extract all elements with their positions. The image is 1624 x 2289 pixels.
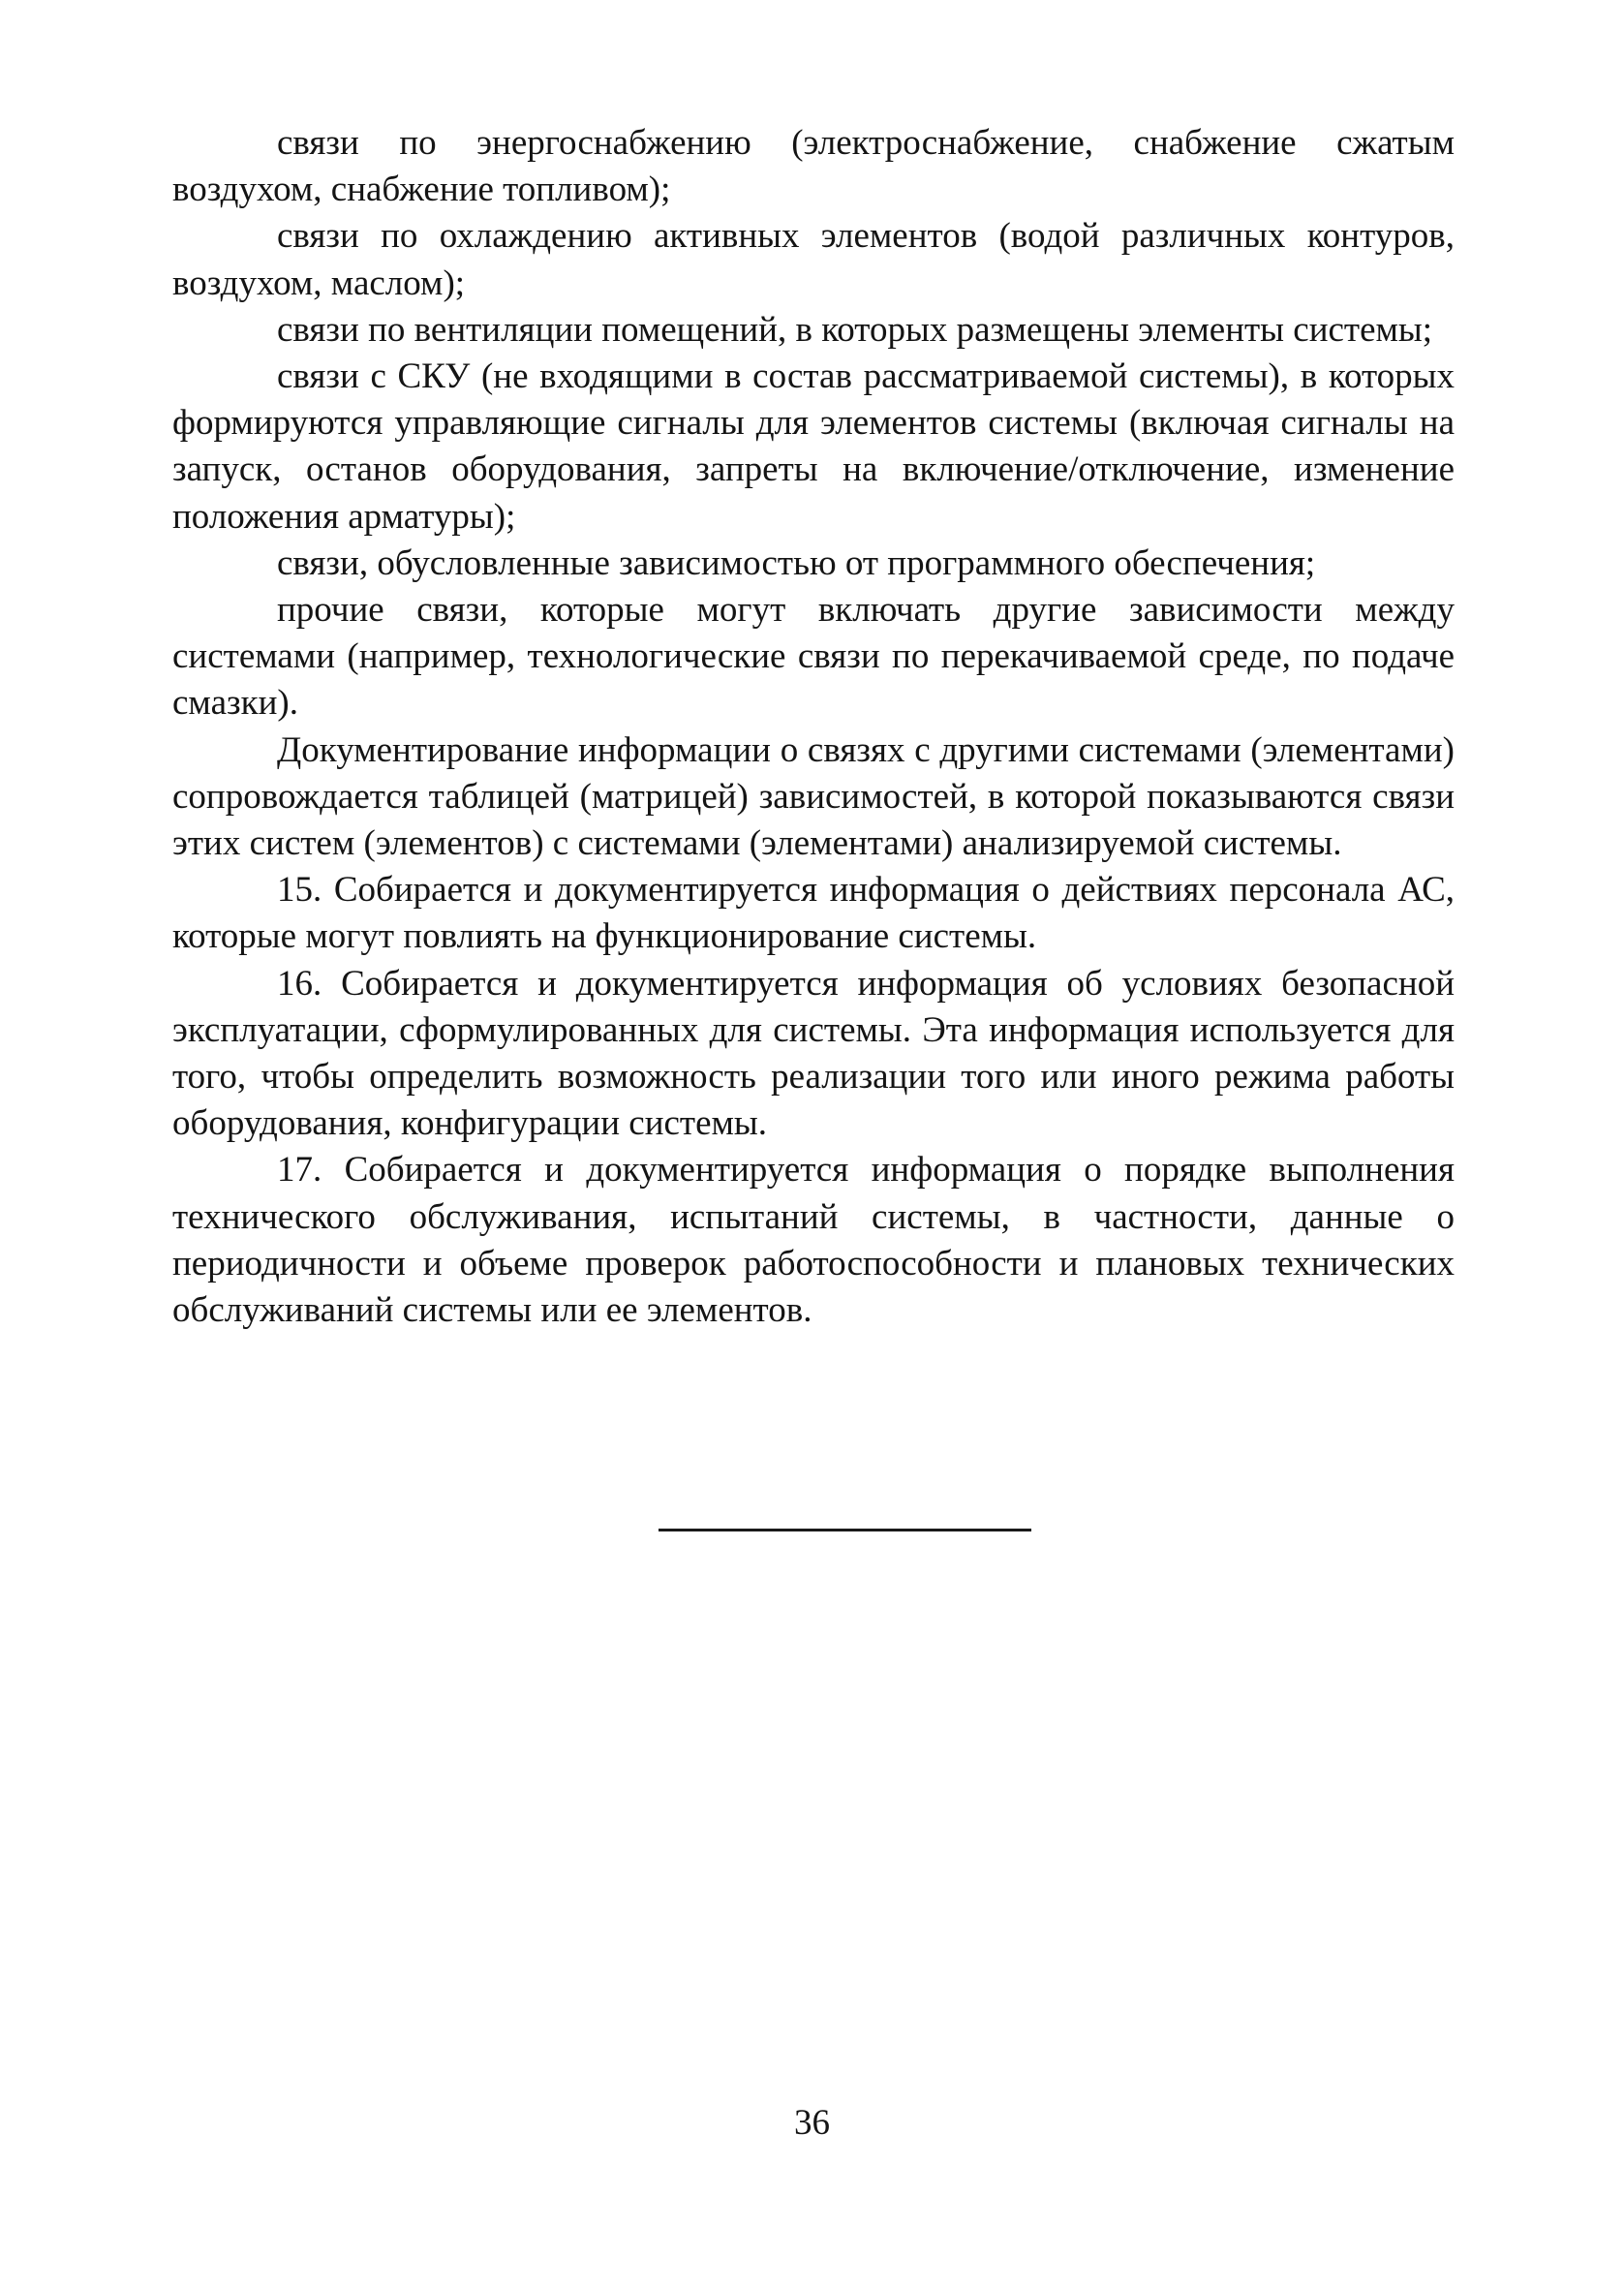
paragraph-item-15: 15. Собирается и документируется информация о действиях персонала АС, которые могут повлиять на функционирование системы. [172, 870, 1455, 957]
end-of-section-divider [659, 1529, 1031, 1531]
paragraph-cooling-links: связи по охлаждению активных элементов (водой различных контуров, воздухом, маслом); [172, 216, 1455, 303]
paragraph-ventilation-links: связи по вентиляции помещений, в которых размещены элементы системы; [277, 309, 1433, 350]
paragraph-item-17: 17. Собирается и документируется информация о порядке выполнения технического обслуживания, испытаний системы, в частности, данные о периодичности и объеме проверок работоспособности и плановых технических обслуживаний системы или ее элементов. [172, 1150, 1455, 1331]
paragraph-dependency-matrix: Документирование информации о связях с другими системами (элементами) сопровождается таблицей (матрицей) зависимостей, в которой показываются связи этих систем (элементов) с системами (элементами) анализируемой системы. [172, 729, 1455, 864]
paragraph-item-16: 16. Собирается и документируется информация об условиях безопасной эксплуатации, сформулированных для системы. Эта информация используется для того, чтобы определить возможность реализации того или иного режима работы оборудования, конфигурации системы. [172, 963, 1455, 1144]
paragraph-software-links: связи, обусловленные зависимостью от программного обеспечения; [277, 542, 1316, 583]
paragraph-power-supply-links: связи по энергоснабжению (электроснабжение, снабжение сжатым воздухом, снабжение топливом); [172, 123, 1455, 210]
page-number: 36 [794, 2103, 830, 2143]
document-body [172, 120, 1455, 1334]
paragraph-sku-links: связи с СКУ (не входящими в состав рассматриваемой системы), в которых формируются управляющие сигналы для элементов системы (включая сигналы на запуск, останов оборудования, запреты на включение/отключение, изменение положения арматуры); [172, 356, 1455, 537]
paragraph-other-links: прочие связи, которые могут включать другие зависимости между системами (например, технологические связи по перекачиваемой среде, по подаче смазки). [172, 590, 1455, 724]
